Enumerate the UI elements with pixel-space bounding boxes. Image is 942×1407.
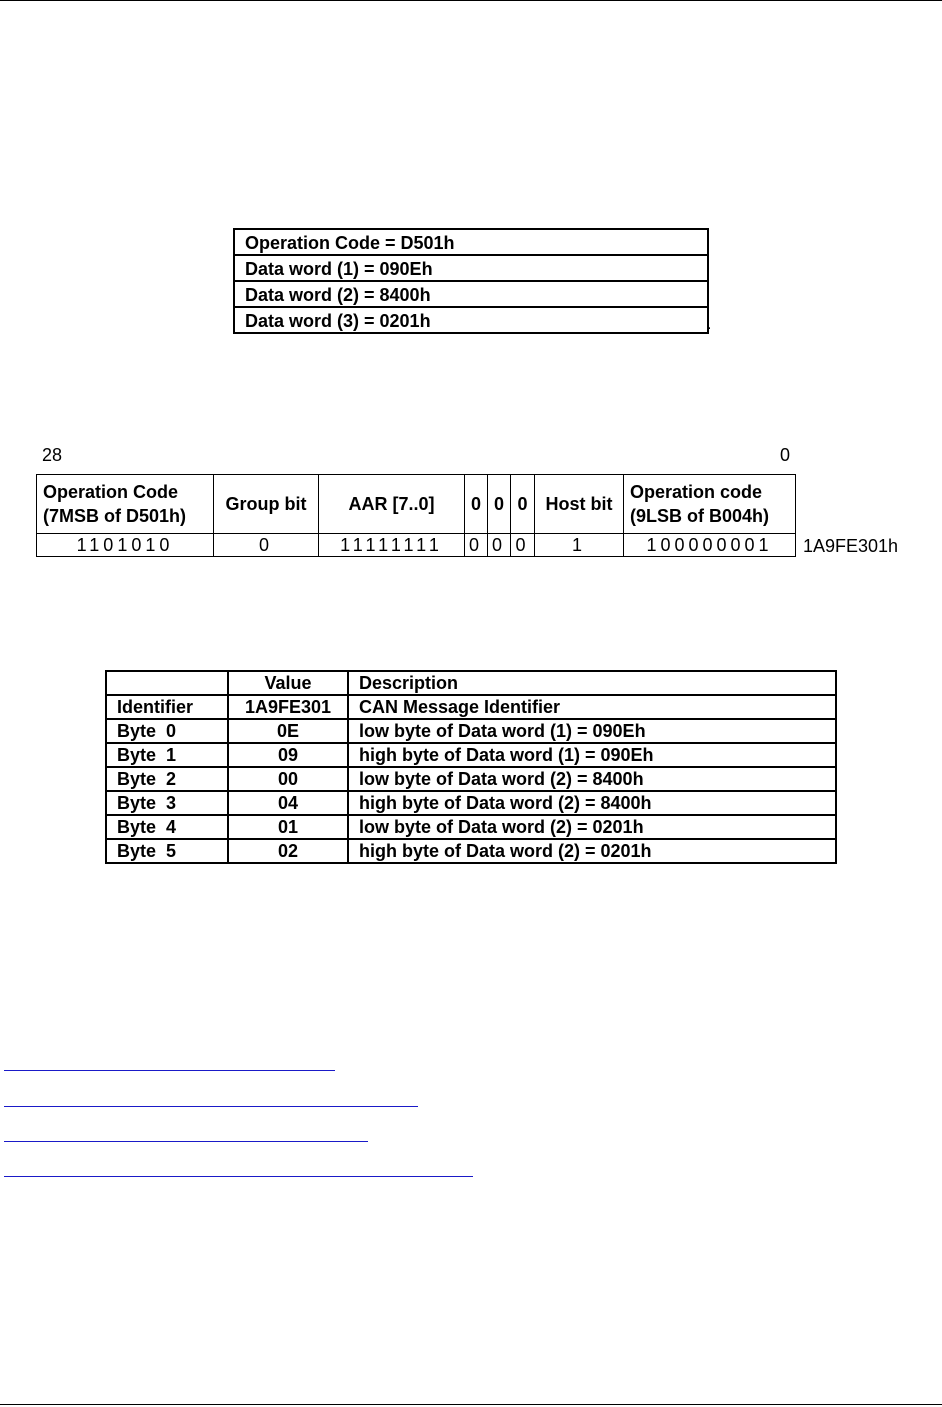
opcode-row: Operation Code = D501h: [235, 230, 707, 256]
row-description: low byte of Data word (2) = 8400h: [348, 767, 836, 791]
row-label: Byte 5: [106, 839, 228, 863]
table-row: [106, 839, 836, 863]
row-value: 00: [228, 767, 348, 791]
row-label: Byte 4: [106, 815, 228, 839]
row-description: high byte of Data word (2) = 8400h: [348, 791, 836, 815]
row-label: Byte 2: [106, 767, 228, 791]
table-row: [106, 695, 836, 719]
row-label: Identifier: [106, 695, 228, 719]
opcode-table-trailing-mark: .: [707, 316, 712, 333]
data-word-1-row: Data word (1) = 090Eh: [235, 256, 707, 282]
field-value-zero-1: 0: [465, 534, 488, 557]
can-header-description: Description: [348, 671, 836, 695]
field-value-opcode-lsb: 100000001: [624, 534, 796, 557]
field-header-zero-2: 0: [488, 475, 511, 534]
row-value: 01: [228, 815, 348, 839]
table-row: [106, 743, 836, 767]
row-description: high byte of Data word (2) = 0201h: [348, 839, 836, 863]
opcode-table: [233, 228, 712, 334]
field-value-aar: 11111111: [319, 534, 465, 557]
row-value: 0E: [228, 719, 348, 743]
field-header-host-bit: Host bit: [535, 475, 624, 534]
link-underline-2[interactable]: [4, 1106, 418, 1107]
can-header-value: Value: [228, 671, 348, 695]
field-value-host-bit: 1: [535, 534, 624, 557]
field-header-group-bit: Group bit: [214, 475, 319, 534]
bit-msb-label: 28: [42, 445, 63, 465]
field-header-opcode-lsb: Operation code (9LSB of B004h): [624, 475, 796, 534]
field-header-opcode-msb: Operation Code (7MSB of D501h): [37, 475, 214, 534]
table-row: [106, 719, 836, 743]
row-label: Byte 3: [106, 791, 228, 815]
link-underline-3[interactable]: [4, 1141, 368, 1142]
field-value-group-bit: 0: [214, 534, 319, 557]
data-word-2-row: Data word (2) = 8400h: [235, 282, 707, 308]
field-value-zero-3: 0: [511, 534, 535, 557]
field-value-zero-2: 0: [488, 534, 511, 557]
table-row: [106, 791, 836, 815]
row-value: 09: [228, 743, 348, 767]
link-underline-4[interactable]: [4, 1176, 473, 1177]
bit-field-header-row: [37, 475, 796, 534]
row-value: 1A9FE301: [228, 695, 348, 719]
row-label: Byte 0: [106, 719, 228, 743]
row-description: low byte of Data word (1) = 090Eh: [348, 719, 836, 743]
row-description: CAN Message Identifier: [348, 695, 836, 719]
row-label: Byte 1: [106, 743, 228, 767]
page-top-rule: [0, 0, 942, 1]
row-value: 04: [228, 791, 348, 815]
table-row: [106, 815, 836, 839]
data-word-3-row: Data word (3) = 0201h: [245, 311, 431, 331]
field-header-zero-1: 0: [465, 475, 488, 534]
can-header-blank: [106, 671, 228, 695]
page-bottom-rule: [0, 1404, 942, 1405]
row-description: high byte of Data word (1) = 090Eh: [348, 743, 836, 767]
field-value-opcode-msb: 1101010: [37, 534, 214, 557]
table-row: [106, 767, 836, 791]
can-message-table: [105, 670, 837, 864]
field-header-aar: AAR [7..0]: [319, 475, 465, 534]
link-underline-1[interactable]: [4, 1070, 335, 1071]
identifier-result: 1A9FE301h: [803, 536, 899, 556]
bit-field-table: [36, 474, 796, 557]
row-description: low byte of Data word (2) = 0201h: [348, 815, 836, 839]
can-table-header-row: [106, 671, 836, 695]
bit-lsb-label: 0: [780, 445, 791, 465]
field-header-zero-3: 0: [511, 475, 535, 534]
row-value: 02: [228, 839, 348, 863]
bit-field-value-row: [37, 534, 796, 557]
